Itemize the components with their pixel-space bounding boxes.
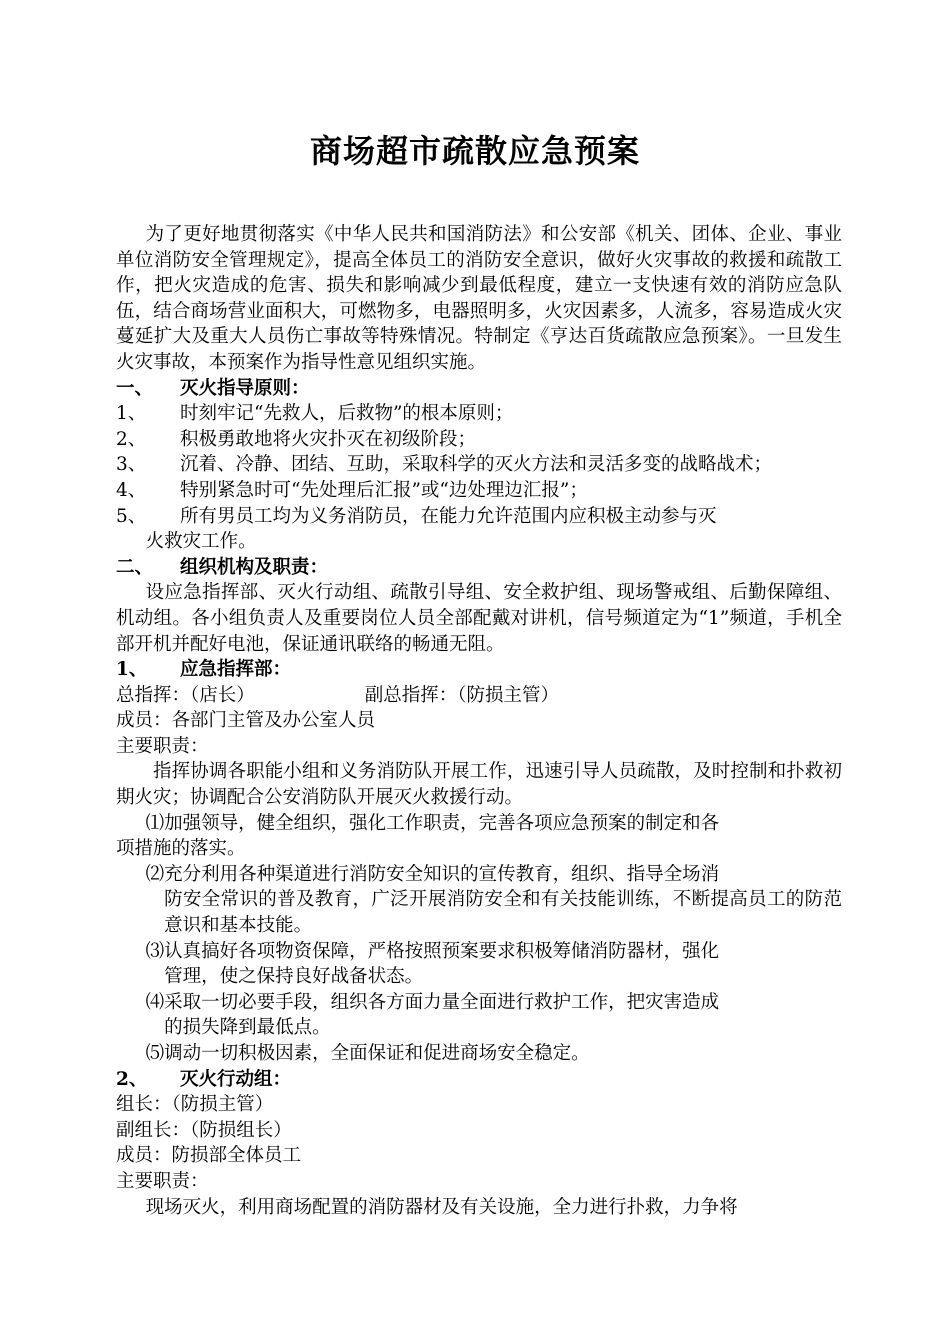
principle-item: 3、 沉着、冷静、团结、互助，采取科学的灭火方法和灵活多变的战略战术； [116, 454, 773, 476]
principle-item-continuation: 火救灾工作。 [145, 531, 257, 553]
firefighting-members-line: 成员：防损部全体员工 [116, 1145, 302, 1167]
principle-item: 2、 积极勇敢地将火灾扑灭在初级阶段； [116, 428, 477, 450]
section-heading-2: 二、 组织机构及职责： [116, 556, 329, 578]
organization-paragraph: 设应急指挥部、灭火行动组、疏散引导组、安全救护组、现场警戒组、后勤保障组、机动组。各小组负责人及重要岗位人员全部配戴对讲机，信号频道定为“1”频道，手机全部开机并配好电池，保证通讯联络的畅通无阻。 [116, 582, 842, 655]
command-duty-paragraph: 指挥协调各职能小组和义务消防队开展工作，迅速引导人员疏散，及时控制和扑救初期火灾；协调配合公安消防队开展灭火救援行动。 [116, 761, 842, 809]
subsection-heading-command: 1、 应急指挥部： [116, 659, 292, 681]
firefighting-duty-paragraph: 现场灭火，利用商场配置的消防器材及有关设施，全力进行扑救，力争将 [145, 1196, 738, 1218]
command-duty-item-continuation: 的损失降到最低点。 [164, 1017, 331, 1039]
firefighting-duty-label: 主要职责： [116, 1170, 209, 1192]
principle-item: 4、 特别紧急时可“先处理后汇报”或“边处理边汇报”； [116, 479, 588, 501]
command-duty-item: ⑶认真搞好各项物资保障，严格按照预案要求积极筹储消防器材，强化 [145, 940, 720, 962]
command-members-line: 成员：各部门主管及办公室人员 [116, 710, 376, 732]
document-body [116, 222, 842, 1220]
command-duty-item: ⑸调动一切积极因素，全面保证和促进商场安全稳定。 [145, 1043, 590, 1064]
section-heading-1: 一、 灭火指导原则： [116, 377, 310, 399]
command-leaders-line: 总指挥：（店长） 副总指挥：（防损主管） [116, 684, 560, 706]
command-duty-item-continuation: 防安全常识的普及教育，广泛开展消防安全和有关技能训练，不断提高员工的防范意识和基本技能。 [164, 889, 842, 937]
command-duty-item: ⑵充分利用各种渠道进行消防安全知识的宣传教育，组织、指导全场消 [145, 863, 720, 885]
firefighting-leader-line: 组长：（防损主管） [116, 1094, 274, 1116]
command-duty-item-continuation: 项措施的落实。 [116, 838, 246, 860]
command-duty-item: ⑴加强领导，健全组织，强化工作职责，完善各项应急预案的制定和各 [145, 812, 720, 834]
command-duty-item: ⑷采取一切必要手段，组织各方面力量全面进行救护工作，把灾害造成 [145, 991, 720, 1013]
subsection-heading-firefighting: 2、 灭火行动组： [116, 1068, 292, 1090]
command-duty-item-continuation: 管理，使之保持良好战备状态。 [164, 966, 424, 988]
firefighting-deputy-line: 副组长：（防损组长） [116, 1119, 292, 1141]
document-title: 商场超市疏散应急预案 [309, 132, 640, 170]
principle-item: 5、 所有男员工均为义务消防员，在能力允许范围内应积极主动参与灭 [116, 505, 717, 527]
command-duty-label: 主要职责： [116, 735, 209, 757]
principle-item: 1、 时刻牢记“先救人，后救物”的根本原则； [116, 403, 514, 425]
intro-paragraph: 为了更好地贯彻落实《中华人民共和国消防法》和公安部《机关、团体、企业、事业单位消防安全管理规定》，提高全体员工的消防安全意识，做好火灾事故的救援和疏散工作，把火灾造成的危害、损失和影响减少到最低程度，建立一支快速有效的消防应急队伍，结合商场营业面积大，可燃物多，电器照明多，火灾因素多，人流多，容易造成火灾蔓延扩大及重大人员伤亡事故等特殊情况。特制定《亨达百货疏散应急预案》。一旦发生火灾事故，本预案作为指导性意见组织实施。 [116, 224, 842, 373]
